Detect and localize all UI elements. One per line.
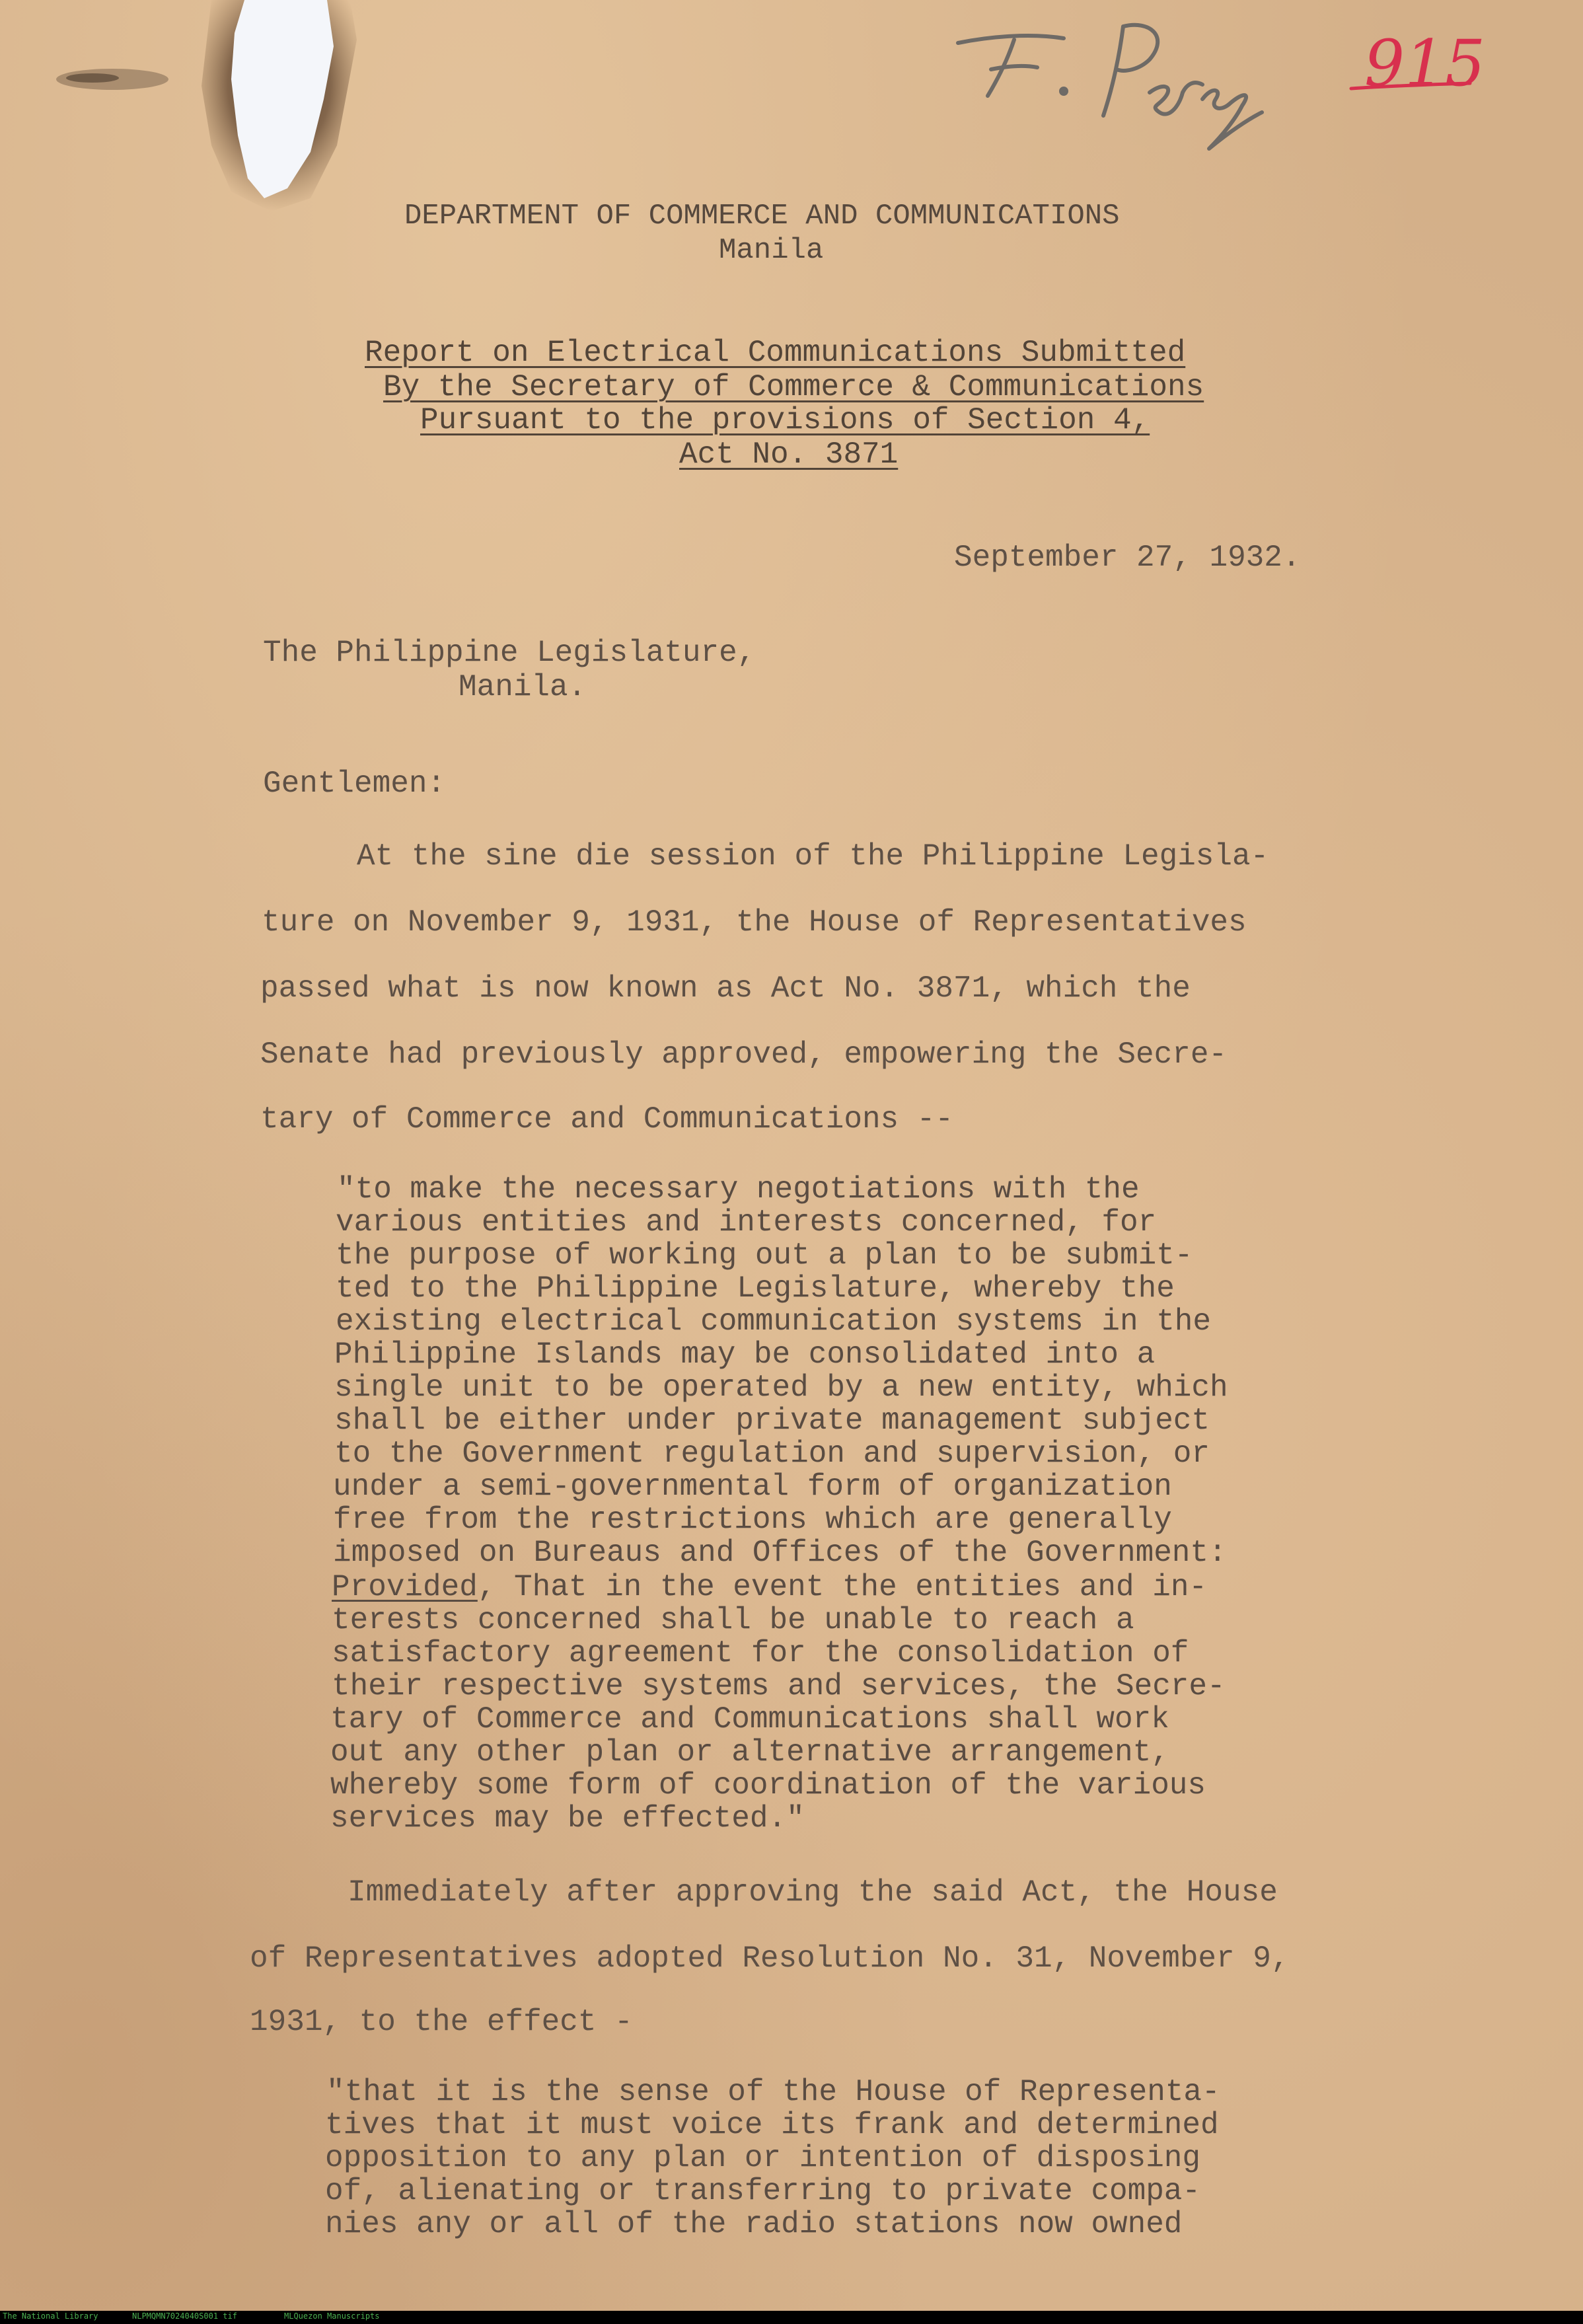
quote-1-line-3: the purpose of working out a plan to be submit-	[336, 1238, 1193, 1273]
quote-1-line-19: whereby some form of coordination of the various	[330, 1768, 1206, 1803]
quote-1-line-13	[332, 1570, 1207, 1604]
quote-1-line-17: tary of Commerce and Communications shall work	[330, 1702, 1169, 1737]
letter-date: September 27, 1932.	[954, 541, 1301, 575]
quote-2-line-1: "that it is the sense of the House of Representa-	[326, 2075, 1220, 2109]
paragraph-1-line-3: passed what is now known as Act No. 3871, which the	[260, 971, 1191, 1006]
quote-2-line-4: of, alienating or transferring to private compa-	[325, 2174, 1201, 2208]
paragraph-1-line-1: At the sine die session of the Philippine Legisla-	[357, 839, 1269, 874]
quote-1-line-6: Philippine Islands may be consolidated into a	[334, 1337, 1156, 1372]
handwritten-signature	[951, 13, 1269, 159]
provided-emphasis: Provided	[332, 1570, 478, 1604]
salutation: Gentlemen:	[263, 767, 446, 801]
paragraph-2-line-2: of Representatives adopted Resolution No. 31, November 9,	[250, 1941, 1290, 1976]
burn-smudge-mark	[53, 59, 172, 99]
footer-collection: MLQuezon Manuscripts	[284, 2311, 380, 2321]
quote-1-line-4: ted to the Philippine Legislature, whereby the	[336, 1271, 1175, 1306]
quote-1-line-9: to the Government regulation and supervision, or	[334, 1437, 1210, 1471]
report-title-line-4: Act No. 3871	[679, 437, 899, 472]
quote-2-line-3: opposition to any plan or intention of disposing	[325, 2141, 1201, 2175]
paragraph-2-line-1: Immediately after approving the said Act, the House	[348, 1875, 1278, 1910]
department-city: Manila	[719, 234, 824, 267]
quote-1-line-15: satisfactory agreement for the consolidation of	[332, 1636, 1189, 1670]
quote-1-line-16: their respective systems and services, the Secre-	[332, 1669, 1226, 1704]
paragraph-2-line-3: 1931, to the effect -	[250, 2005, 633, 2039]
paragraph-1-line-5: tary of Commerce and Communications --	[260, 1102, 953, 1137]
archive-footer-bar	[0, 2311, 1583, 2324]
report-title-line-1: Report on Electrical Communications Submitted	[365, 336, 1186, 370]
quote-1-line-13-rest: , That in the event the entities and in-	[477, 1570, 1208, 1604]
quote-1-line-5: existing electrical communication systems in the	[336, 1304, 1212, 1339]
report-title-line-2: By the Secretary of Commerce & Communications	[383, 370, 1204, 404]
footer-file-id: NLPMQMN7024040S001 tif	[132, 2311, 237, 2321]
page-number-underline	[1348, 81, 1473, 94]
quote-1-line-7: single unit to be operated by a new entity, which	[334, 1370, 1228, 1405]
report-title-line-3: Pursuant to the provisions of Section 4,	[420, 403, 1150, 437]
quote-1-line-10: under a semi-governmental form of organization	[333, 1470, 1172, 1504]
addressee-line-2: Manila.	[459, 670, 587, 704]
quote-2-line-5: nies any or all of the radio stations now owned	[325, 2207, 1183, 2241]
quote-1-line-8: shall be either under private management subject	[334, 1404, 1210, 1438]
page-number-annotation: 915	[1364, 26, 1486, 100]
paragraph-1-line-4: Senate had previously approved, empowering the Secre-	[260, 1037, 1228, 1072]
quote-1-line-18: out any other plan or alternative arrangement,	[330, 1735, 1169, 1770]
quote-1-line-12: imposed on Bureaus and Offices of the Government:	[333, 1536, 1227, 1570]
burn-hole-damage	[198, 0, 363, 211]
paragraph-1-line-2: ture on November 9, 1931, the House of Representatives	[262, 905, 1247, 940]
quote-1-line-14: terests concerned shall be unable to reach a	[332, 1603, 1134, 1637]
quote-1-line-2: various entities and interests concerned, for	[336, 1205, 1157, 1240]
department-header: DEPARTMENT OF COMMERCE AND COMMUNICATIONS	[404, 200, 1120, 233]
quote-1-line-11: free from the restrictions which are generally	[333, 1503, 1172, 1537]
quote-1-line-20: services may be effected."	[330, 1801, 805, 1836]
addressee-line-1: The Philippine Legislature,	[263, 636, 756, 670]
quote-2-line-2: tives that it must voice its frank and determined	[325, 2108, 1219, 2142]
quote-1-line-1: "to make the necessary negotiations with the	[337, 1172, 1140, 1207]
footer-library: The National Library	[3, 2311, 98, 2321]
